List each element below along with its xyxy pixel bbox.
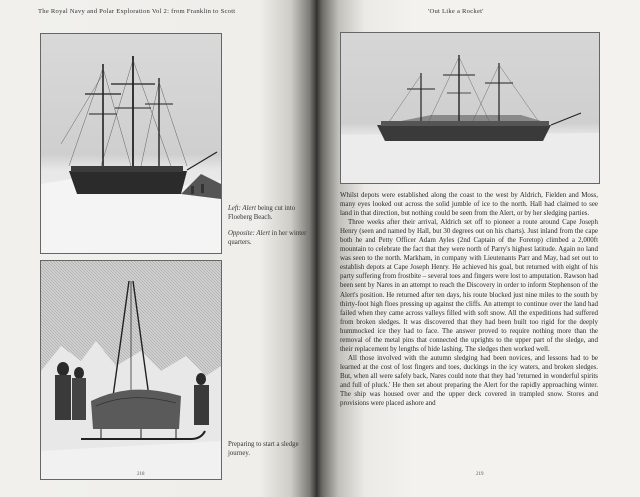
caption-lead: Opposite: <box>228 230 257 237</box>
alert-winter-quarters-photo <box>340 32 600 184</box>
sledge-engraving <box>40 260 222 480</box>
alert-ship-photo <box>40 33 222 254</box>
paragraph: Whilst depots were established along the coast to the west by Aldrich, Fielden and Moss, many eyes looked out across the solid jumble of ice to the north. Hall had claimed to see land in that direction, but nothing could be seen from the Alert, or by her sledging parties. <box>340 191 598 218</box>
caption-text: being cut into Floeberg Beach. <box>228 205 296 221</box>
body-text <box>340 191 598 408</box>
caption-text: in her winter quarters. <box>228 230 307 246</box>
right-page-number: 219 <box>476 472 484 477</box>
caption-sledge-journey <box>228 441 308 458</box>
left-page-number: 218 <box>137 472 145 477</box>
paragraph: All those involved with the autumn sledging had been novices, and lessons had to be learned at the cost of lost fingers and toes, duckings in the icy waters, and broken sledges. But, when all were safely back, Nares could note that they had 'returned in wonderful spirits and full of pluck.' He then set about preparing the Alert for the rapidly approaching winter. The ship was housed over and the upper deck covered in trampled snow. Stores and provisions were placed ashore and <box>340 353 598 408</box>
caption-lead: Left: <box>228 205 243 212</box>
paragraph: Three weeks after their arrival, Aldrich set off to pioneer a route around Cape Joseph Henry (seen and named by Hall, but 30 degrees out on his charts). Just inland from the cape both he and Petty Officer Adam Ayles (2nd Captain of the Foretop) climbed a 2,000ft mountain to celebrate the fact that they were north of Parry's highest latitude. Again no land was seen to the north. Markham, in company with Lieutenants Parr and May, had set out to establish depots at Cape Joseph Henry. He achieved his goal, but returned with eight of his party suffering from frostbite – several toes and fingers were lost to amputation. Rawson had been sent by Nares in an attempt to reach the Discovery in order to inform Stephenson of the Alert's position. He returned after ten days, his route blocked just nine miles to the south by thirty-foot high floes pressing up against the cliffs. An attempt to continue over the land had failed when they came across valleys filled with soft snow. All the expeditions had suffered from broken sledges. It was discovered that they had been built too rigid for the deeply hummocked ice they had to face. The answer proved to require nothing more than the removal of the metal pins that connected the uprights to the upper part of the sledge, and their replacement by lengths of hide lashing. The sledges then worked well. <box>340 218 598 353</box>
caption-ship-name: Alert <box>242 205 257 212</box>
left-page <box>0 0 316 497</box>
caption-text: Preparing to start a sledge journey. <box>228 441 299 457</box>
caption-alert-winter <box>228 230 308 247</box>
right-running-head: 'Out Like a Rocket' <box>428 8 484 15</box>
left-running-head: The Royal Navy and Polar Exploration Vol 2: from Franklin to Scott <box>38 8 236 15</box>
caption-alert-floeberg <box>228 205 308 222</box>
caption-ship-name: Alert <box>256 230 270 237</box>
